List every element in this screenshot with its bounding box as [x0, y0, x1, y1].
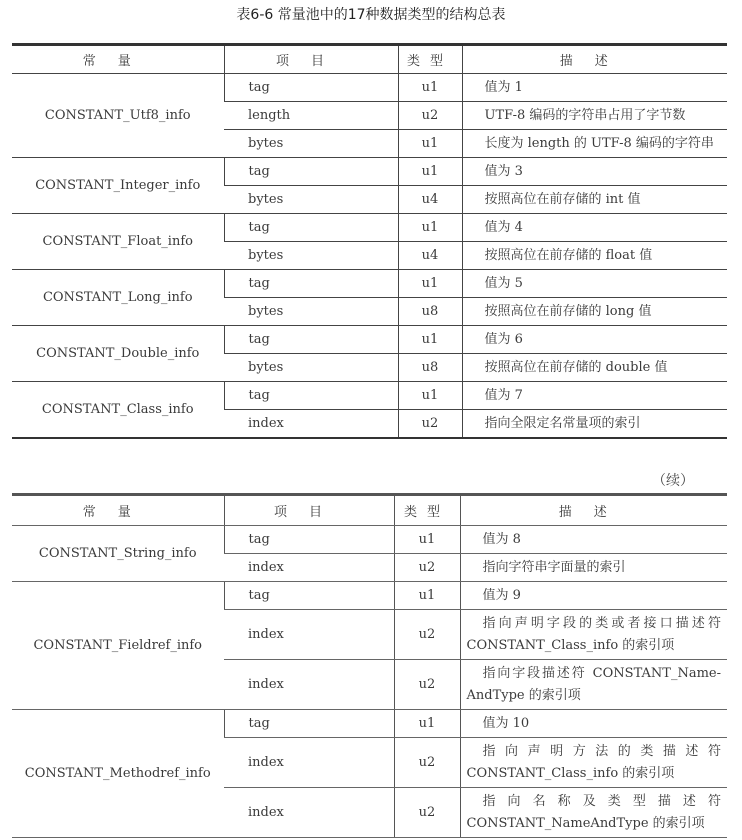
type-cell: u1: [398, 130, 462, 158]
item-cell: tag: [224, 270, 398, 298]
table-row: [12, 214, 727, 242]
description-cell: 值为 4: [462, 214, 727, 242]
table-caption: 表6-6 常量池中的17种数据类型的结构总表: [236, 7, 506, 23]
item-cell: tag: [224, 710, 394, 738]
type-cell: u1: [398, 382, 462, 410]
constant-name-cell: CONSTANT_Methodref_info: [12, 710, 224, 838]
description-cell: 按照高位在前存储的 long 值: [462, 298, 727, 326]
constant-pool-table-part1: [12, 43, 727, 439]
header-constant: 常量: [12, 495, 224, 526]
description-cell: 按照高位在前存储的 int 值: [462, 186, 727, 214]
type-cell: u1: [398, 326, 462, 354]
table-header-row: [12, 495, 727, 526]
item-cell: tag: [224, 382, 398, 410]
item-cell: tag: [224, 582, 394, 610]
constant-name-cell: CONSTANT_Utf8_info: [12, 74, 224, 158]
type-cell: u2: [394, 788, 460, 838]
item-cell: index: [224, 410, 398, 439]
description-cell: 指向声明字段的类或者接口描述符 CONSTANT_Class_info 的索引项: [460, 610, 727, 660]
description-cell: 值为 3: [462, 158, 727, 186]
table-row: [12, 710, 727, 738]
table-row: [12, 158, 727, 186]
item-cell: tag: [224, 158, 398, 186]
description-cell: 长度为 length 的 UTF-8 编码的字符串: [462, 130, 727, 158]
constant-name-cell: CONSTANT_Class_info: [12, 382, 224, 439]
constant-name-cell: CONSTANT_Integer_info: [12, 158, 224, 214]
type-cell: u8: [398, 354, 462, 382]
header-description: 描述: [462, 45, 727, 74]
type-cell: u1: [394, 710, 460, 738]
item-cell: bytes: [224, 130, 398, 158]
description-cell: 按照高位在前存储的 float 值: [462, 242, 727, 270]
type-cell: u2: [394, 738, 460, 788]
constant-pool-table-part2: [12, 493, 727, 838]
item-cell: tag: [224, 214, 398, 242]
header-item: 项目: [224, 45, 398, 74]
table-row: [12, 526, 727, 554]
table-row: [12, 382, 727, 410]
header-item: 项目: [224, 495, 394, 526]
constant-name-cell: CONSTANT_Long_info: [12, 270, 224, 326]
item-cell: bytes: [224, 298, 398, 326]
type-cell: u2: [394, 554, 460, 582]
constant-name-cell: CONSTANT_Fieldref_info: [12, 582, 224, 710]
continued-label: （续）: [652, 473, 694, 489]
header-type: 类型: [394, 495, 460, 526]
description-cell: UTF-8 编码的字符串占用了字节数: [462, 102, 727, 130]
description-cell: 指向字符串字面量的索引: [460, 554, 727, 582]
item-cell: bytes: [224, 186, 398, 214]
table-header-row: [12, 45, 727, 74]
description-cell: 值为 1: [462, 74, 727, 102]
item-cell: tag: [224, 326, 398, 354]
header-description: 描述: [460, 495, 727, 526]
description-cell: 值为 5: [462, 270, 727, 298]
type-cell: u2: [398, 410, 462, 439]
description-cell: 值为 8: [460, 526, 727, 554]
item-cell: index: [224, 738, 394, 788]
description-cell: 值为 10: [460, 710, 727, 738]
type-cell: u8: [398, 298, 462, 326]
type-cell: u2: [394, 660, 460, 710]
type-cell: u1: [398, 158, 462, 186]
description-cell: 值为 9: [460, 582, 727, 610]
item-cell: index: [224, 554, 394, 582]
type-cell: u1: [394, 582, 460, 610]
header-type: 类型: [398, 45, 462, 74]
table-row: [12, 582, 727, 610]
description-cell: 指向全限定名常量项的索引: [462, 410, 727, 439]
table-row: [12, 326, 727, 354]
constant-name-cell: CONSTANT_Double_info: [12, 326, 224, 382]
type-cell: u1: [398, 74, 462, 102]
description-cell: 指向名称及类型描述符 CONSTANT_NameAndType 的索引项: [460, 788, 727, 838]
item-cell: tag: [224, 74, 398, 102]
description-cell: 值为 7: [462, 382, 727, 410]
type-cell: u2: [394, 610, 460, 660]
constant-name-cell: CONSTANT_Float_info: [12, 214, 224, 270]
type-cell: u1: [394, 526, 460, 554]
item-cell: bytes: [224, 242, 398, 270]
type-cell: u1: [398, 214, 462, 242]
type-cell: u4: [398, 242, 462, 270]
header-constant: 常量: [12, 45, 224, 74]
item-cell: index: [224, 788, 394, 838]
item-cell: index: [224, 660, 394, 710]
type-cell: u2: [398, 102, 462, 130]
table-row: [12, 270, 727, 298]
item-cell: index: [224, 610, 394, 660]
description-cell: 指向字段描述符 CONSTANT_Name-AndType 的索引项: [460, 660, 727, 710]
type-cell: u1: [398, 270, 462, 298]
item-cell: bytes: [224, 354, 398, 382]
description-cell: 指向声明方法的类描述符 CONSTANT_Class_info 的索引项: [460, 738, 727, 788]
description-cell: 值为 6: [462, 326, 727, 354]
constant-name-cell: CONSTANT_String_info: [12, 526, 224, 582]
table-row: [12, 74, 727, 102]
item-cell: length: [224, 102, 398, 130]
description-cell: 按照高位在前存储的 double 值: [462, 354, 727, 382]
type-cell: u4: [398, 186, 462, 214]
item-cell: tag: [224, 526, 394, 554]
